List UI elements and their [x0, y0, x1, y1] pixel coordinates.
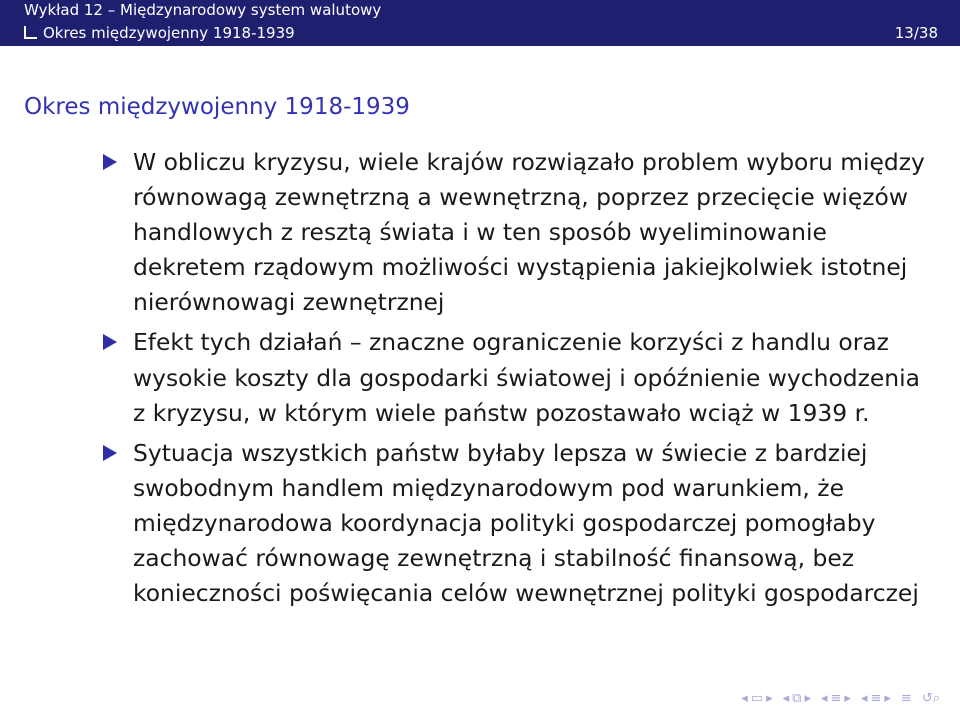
nav-subsection-group[interactable]: [783, 691, 811, 707]
frame-title: Okres międzywojenny 1918-1939: [24, 94, 410, 120]
nav-section-group[interactable]: [821, 691, 851, 707]
list-item: [103, 325, 933, 430]
nav-next-icon[interactable]: ▸: [884, 691, 891, 706]
list-item-text: Sytuacja wszystkich państw byłaby lepsza w świecie z bardziej swobodnym handlem międzynarodowym pod warunkiem, że międzynarodowa koordynacja polityki gospodarczej pomogłaby zachować równowagę zewnętrzną i stabilność finansową, bez konieczności poświęcania celów wewnętrznej polityki gospodarczej: [133, 438, 919, 608]
nav-prev-icon[interactable]: ◂: [860, 691, 868, 706]
nav-next-icon[interactable]: ▸: [804, 691, 811, 706]
bullet-list: [103, 145, 933, 611]
nav-prev-icon[interactable]: ◂: [741, 691, 748, 706]
nav-frame-group[interactable]: [741, 691, 772, 707]
nav-presentation-group[interactable]: [861, 691, 891, 707]
nav-subsection-icon[interactable]: ⧉: [792, 691, 802, 706]
list-item-text: W obliczu kryzysu, wiele krajów rozwiązało problem wyboru między równowagą zewnętrzną a wewnętrzną, poprzez przecięcie więzów handlowych z resztą świata i w ten sposób wyeliminowanie dekretem rządowym możliwości wystąpienia jakiejkolwiek istotnej nierównowagi zewnętrznej: [133, 148, 925, 317]
nav-next-icon[interactable]: ▸: [766, 691, 773, 706]
bullet-triangle-icon: [103, 445, 117, 461]
nav-prev-icon[interactable]: ◂: [820, 691, 828, 706]
list-item: [103, 145, 933, 320]
headline-bar: [0, 0, 960, 46]
navigation-bar: [741, 691, 940, 707]
nav-section-icon[interactable]: ≡: [830, 691, 842, 706]
bullet-triangle-icon: [103, 334, 117, 350]
nav-prev-icon[interactable]: ◂: [782, 691, 790, 706]
subsection-line: [24, 23, 295, 43]
slide-content: [103, 145, 933, 616]
nav-presentation-icon[interactable]: ≡: [900, 691, 912, 706]
nav-frame-icon[interactable]: ▭: [750, 691, 764, 706]
bullet-triangle-icon: [103, 154, 117, 170]
nav-next-icon[interactable]: ▸: [844, 691, 851, 706]
list-item: [103, 436, 933, 611]
nav-search-icon[interactable]: ↺⌕: [921, 691, 940, 706]
section-title: Wykład 12 – Międzynarodowy system walutowy: [24, 1, 382, 19]
subsection-corner-icon: [24, 26, 37, 39]
list-item-text: Efekt tych działań – znaczne ograniczenie korzyści z handlu oraz wysokie koszty dla gospodarki światowej i opóźnienie wychodzenia z kryzysu, w którym wiele państw pozostawało wciąż w 1939 r.: [133, 328, 920, 427]
subsection-title: Okres międzywojenny 1918-1939: [43, 24, 295, 42]
page-number: 13/38: [894, 24, 938, 42]
nav-presentation-icon[interactable]: ≡: [870, 691, 882, 706]
